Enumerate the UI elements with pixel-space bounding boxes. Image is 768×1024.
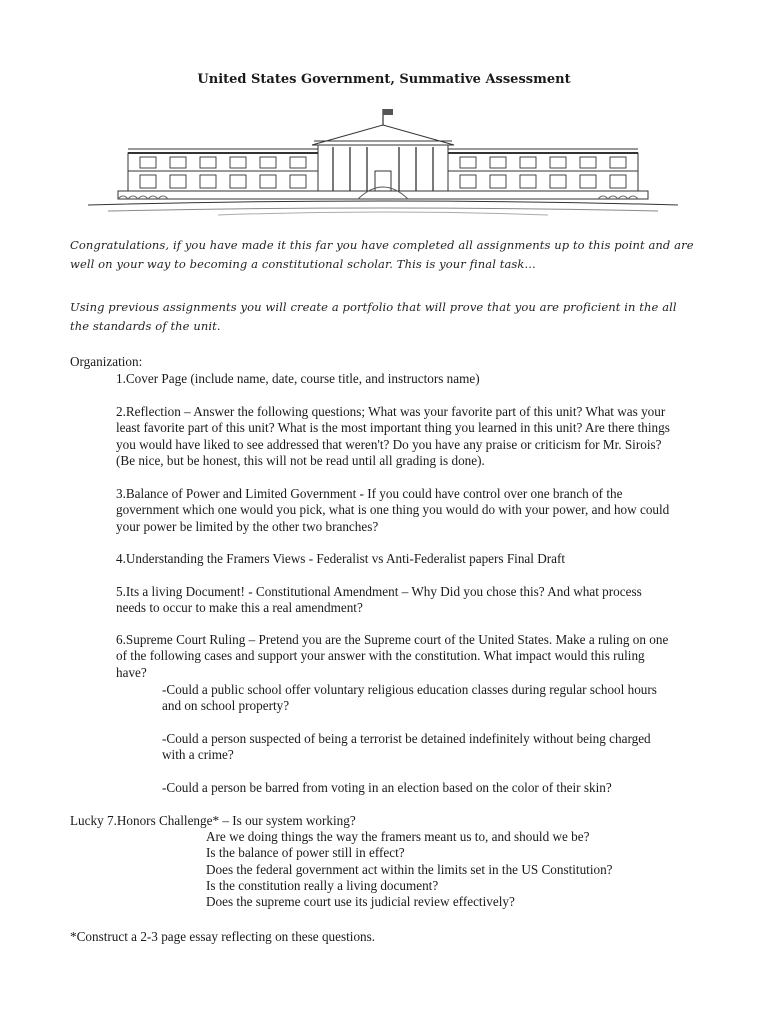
text-line: 3.Balance of Power and Limited Government - If you could have control over one branch of the xyxy=(116,486,623,501)
text-line: and on school property? xyxy=(162,698,290,714)
item-balance-of-power xyxy=(116,486,706,535)
text-line: needs to occur to make this a real amendment? xyxy=(116,600,363,616)
text-line: least favorite part of this unit? What is the most important thing you learned in this unit? Are there things xyxy=(116,420,670,436)
text-line: 2.Reflection – Answer the following questions; What was your favorite part of this unit? What was your xyxy=(116,404,666,419)
text-line: government which one would you pick, what is one thing you would do with your power, and how could xyxy=(116,502,670,518)
intro-paragraph xyxy=(70,236,710,274)
text-line: Using previous assignments you will create a portfolio that will prove that you are proficient in the all xyxy=(70,300,677,314)
organization-label: Organization: xyxy=(70,354,143,369)
text-line: your power be limited by the other two branches? xyxy=(116,518,379,534)
item-framers-views xyxy=(116,551,706,567)
text-line: Congratulations, if you have made it this far you have completed all assignments up to this point and are xyxy=(70,238,694,252)
item-reflection xyxy=(116,404,706,469)
honors-questions xyxy=(206,829,726,910)
footnote: *Construct a 2-3 page essay reflecting on these questions. xyxy=(70,929,376,944)
text-line: -Could a person be barred from voting in an election based on the color of their skin? xyxy=(162,780,612,795)
portfolio-paragraph xyxy=(70,298,710,336)
list-item: Does the federal government act within the limits set in the US Constitution? xyxy=(206,861,613,877)
text-line: well on your way to becoming a constitutional scholar. This is your final task... xyxy=(70,257,536,271)
text-line: of the following cases and support your answer with the constitution. What impact would this ruling xyxy=(116,648,645,664)
list-item: Are we doing things the way the framers meant us to, and should we be? xyxy=(206,829,590,844)
text-line: you would have liked to see addressed that weren't? Do you have any praise or criticism for Mr. Sirois? xyxy=(116,436,662,452)
case-terrorist-detention xyxy=(162,731,702,764)
item-living-document xyxy=(116,584,706,617)
text-line: 4.Understanding the Framers Views - Federalist vs Anti-Federalist papers Final Draft xyxy=(116,551,566,566)
text-line: with a crime? xyxy=(162,747,234,763)
text-line: 5.Its a living Document! - Constitutional Amendment – Why Did you chose this? And what process xyxy=(116,584,642,599)
text-line: have? xyxy=(116,664,147,680)
item-cover-page xyxy=(116,371,706,387)
text-line: -Could a public school offer voluntary religious education classes during regular school hours xyxy=(162,682,657,697)
text-line: (Be nice, but be honest, this will not be read until all grading is done). xyxy=(116,452,485,468)
item-honors-challenge: Lucky 7.Honors Challenge* – Is our system working? xyxy=(70,813,356,828)
list-item: Is the balance of power still in effect? xyxy=(206,845,405,861)
item-supreme-court xyxy=(116,632,706,681)
list-item: Does the supreme court use its judicial review effectively? xyxy=(206,894,515,910)
white-house-illustration xyxy=(88,105,678,218)
text-line: 1.Cover Page (include name, date, course title, and instructors name) xyxy=(116,371,480,386)
document-title: United States Government, Summative Assessment xyxy=(197,72,571,87)
list-item: Is the constitution really a living document? xyxy=(206,877,439,893)
text-line: 6.Supreme Court Ruling – Pretend you are the Supreme court of the United States. Make a ruling on one xyxy=(116,632,669,647)
case-religious-education xyxy=(162,682,702,715)
case-voting-rights xyxy=(162,780,702,796)
text-line: the standards of the unit. xyxy=(70,319,221,333)
text-line: -Could a person suspected of being a terrorist be detained indefinitely without being charged xyxy=(162,731,651,746)
